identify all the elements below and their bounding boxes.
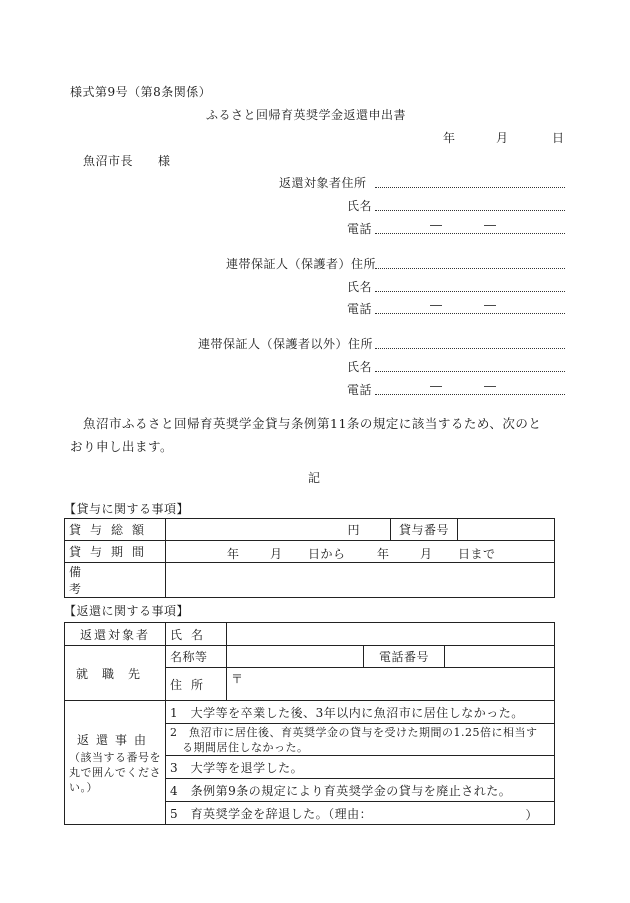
repay-section-heading: 【返還に関する事項】 [64, 604, 190, 618]
repay-target-label: 返還対象者 [65, 623, 166, 646]
loan-remarks-label: 備考 [65, 563, 166, 598]
guarantor1-address-label: 連帯保証人（保護者）住所 [226, 257, 377, 271]
repay-name-label: 氏名 [166, 623, 227, 646]
applicant-phone-line[interactable] [375, 233, 565, 234]
guarantor2-phone-label: 電話 [347, 383, 373, 397]
loan-total-label: 貸与総額 [65, 519, 166, 541]
reason-option-3[interactable]: 3 大学等を退学した。 [166, 756, 555, 779]
repay-table [64, 622, 555, 825]
phone-dash: ― [430, 218, 443, 232]
applicant-address-label: 返還対象者住所 [279, 176, 367, 190]
company-cell[interactable] [227, 646, 364, 668]
company-address-label: 住所 [166, 668, 227, 701]
form-number: 様式第9号（第8条関係） [70, 85, 212, 99]
loan-section-heading: 【貸与に関する事項】 [64, 502, 190, 516]
document-title: ふるさと回帰育英奨学金返還申出書 [206, 108, 407, 122]
applicant-name-label: 氏名 [347, 199, 373, 213]
loan-total-cell[interactable]: 円 [166, 519, 391, 541]
company-phone-label: 電話番号 [364, 646, 445, 668]
guarantor1-phone-label: 電話 [347, 302, 373, 316]
guarantor2-phone-line[interactable] [375, 394, 565, 395]
loan-remarks-cell[interactable] [166, 563, 555, 598]
loan-period-cell[interactable]: 年 月 日から 年 月 日まで [166, 541, 555, 563]
repay-name-cell[interactable] [227, 623, 555, 646]
guarantor1-address-line[interactable] [375, 268, 565, 269]
phone-dash: ― [430, 379, 443, 393]
body-text-line1: 魚沼市ふるさと回帰育英奨学金貸与条例第11条の規定に該当するため、次のと [83, 416, 542, 431]
phone-dash: ― [484, 218, 497, 232]
employer-label: 就職先 [65, 646, 166, 701]
applicant-address-line[interactable] [375, 187, 565, 188]
date-month: 月 [496, 131, 509, 145]
company-label: 名称等 [166, 646, 227, 668]
applicant-name-line[interactable] [375, 210, 565, 211]
reason-option-4[interactable]: 4 条例第9条の規定により育英奨学金の貸与を廃止された。 [166, 779, 555, 802]
reason-option-1[interactable]: 1 大学等を卒業した後、3年以内に魚沼市に居住しなかった。 [166, 701, 555, 724]
loan-period-label: 貸与期間 [65, 541, 166, 563]
phone-dash: ― [484, 298, 497, 312]
loan-number-label: 貸与番号 [391, 519, 458, 541]
applicant-phone-label: 電話 [347, 222, 373, 236]
company-phone-cell[interactable] [445, 646, 555, 668]
date-year: 年 [443, 131, 456, 145]
addressee: 魚沼市長 様 [83, 154, 171, 168]
loan-number-cell[interactable] [458, 519, 555, 541]
company-address-cell[interactable]: 〒 [227, 668, 555, 701]
reason-option-5[interactable]: 5 育英奨学金を辞退した。（理由： ） [166, 802, 555, 825]
reason-note: （該当する番号を丸で囲んでください。） [69, 750, 161, 794]
body-text-line2: おり申し出ます。 [70, 439, 174, 454]
reason-label: 返還事由 （該当する番号を丸で囲んでください。） [65, 701, 166, 825]
guarantor1-name-label: 氏名 [347, 280, 373, 294]
reason-option-2[interactable]: 2 魚沼市に居住後、育英奨学金の貸与を受けた期間の1.25倍に相当す る期間居住しなかった。 [166, 724, 555, 756]
guarantor1-phone-line[interactable] [375, 313, 565, 314]
phone-dash: ― [430, 298, 443, 312]
guarantor2-name-label: 氏名 [347, 360, 373, 374]
guarantor2-name-line[interactable] [375, 371, 565, 372]
guarantor1-name-line[interactable] [375, 291, 565, 292]
ki-marker: 記 [308, 471, 321, 485]
phone-dash: ― [484, 379, 497, 393]
guarantor2-address-line[interactable] [375, 348, 565, 349]
loan-table [64, 518, 555, 598]
date-day: 日 [552, 131, 565, 145]
guarantor2-address-label: 連帯保証人（保護者以外）住所 [198, 337, 374, 351]
